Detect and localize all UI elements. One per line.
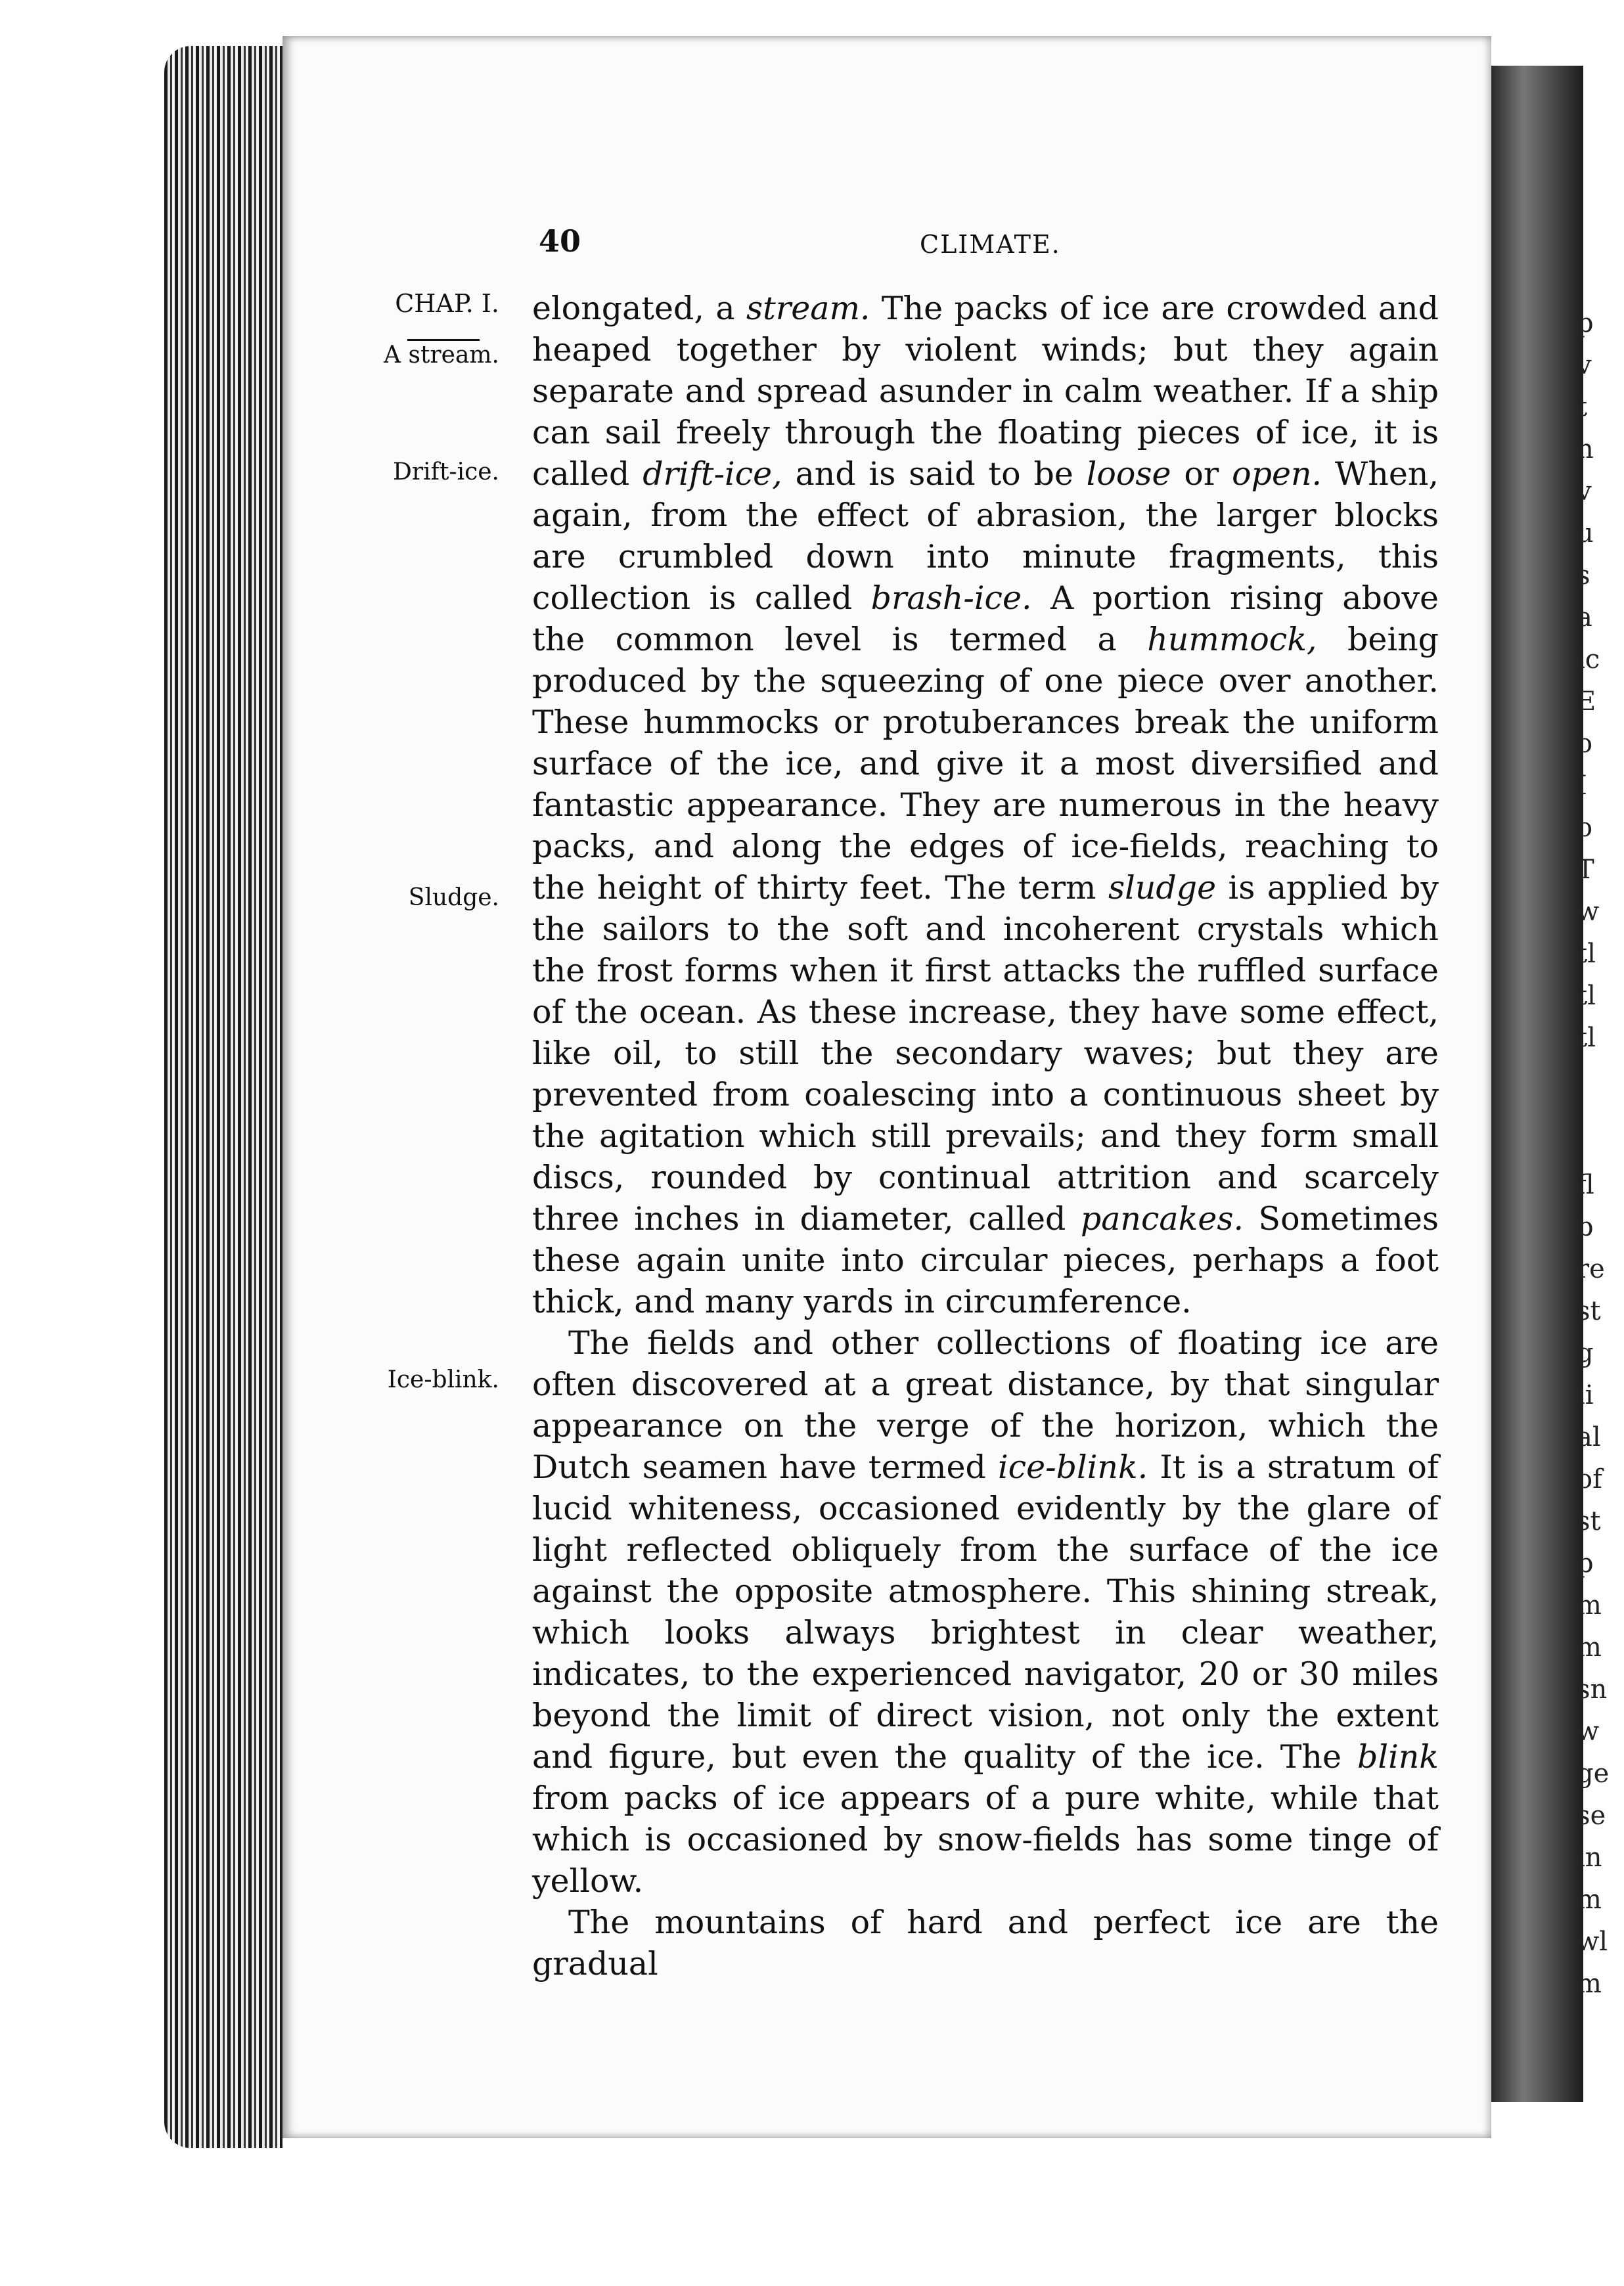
adjacent-page-letters: st	[1577, 1506, 1601, 1536]
adjacent-page-letters: p	[1577, 308, 1594, 338]
adjacent-page-letters: al	[1577, 1422, 1601, 1452]
adjacent-page-letters: u	[1577, 518, 1594, 549]
adjacent-page-letters: m	[1577, 1969, 1602, 1999]
adjacent-page-letters: m	[1577, 1590, 1602, 1621]
italic-term: pancakes.	[1080, 1200, 1244, 1238]
paragraph	[532, 1322, 1439, 1902]
margin-note-sludge: Sludge.	[408, 884, 499, 911]
italic-term: brash-ice.	[870, 579, 1032, 617]
margin-note-stream: A stream.	[384, 342, 499, 369]
italic-term: ice-blink.	[998, 1448, 1148, 1486]
adjacent-page-letters: re	[1577, 1254, 1605, 1284]
adjacent-page-letters: I	[1577, 771, 1587, 801]
text-run: Sometimes these again unite into circular pieces, perhaps a foot thick, and many yards in circumference.	[532, 1200, 1439, 1320]
running-head: CLIMATE.	[920, 230, 1061, 259]
page-number: 40	[539, 223, 581, 259]
paragraph	[532, 1902, 1439, 1984]
adjacent-page-letters: of	[1577, 1464, 1602, 1494]
italic-term: open.	[1232, 455, 1322, 493]
italic-term: sludge	[1108, 869, 1217, 907]
paragraph	[532, 288, 1439, 1322]
adjacent-page-letters: w	[1577, 1716, 1600, 1747]
text-run: A portion rising above the common level is termed a	[532, 579, 1439, 658]
adjacent-page-letters: se	[1577, 1801, 1606, 1831]
page-header	[539, 223, 1445, 269]
adjacent-page-fragment	[1577, 105, 1624, 2063]
text-run: The packs of ice are crowded and heaped together by violent winds; but they again separate and spread asunder in calm weather. If a ship can sail freely through the floating pieces of ice, it is called	[532, 290, 1439, 493]
italic-term: stream.	[746, 290, 870, 327]
text-run: is applied by the sailors to the soft and incoherent crystals which the frost forms when it first attacks the ruffled surface of the ocean. As these increase, they have some effect, like oil, to still the secondary waves; but they are prevented from coalescing into a continuous sheet by the agitation which still prevails; and they form small discs, rounded by continual attrition and scarcely three inches in diameter, called	[532, 869, 1439, 1238]
margin-note-divider	[407, 339, 480, 341]
adjacent-page-letters: o	[1577, 813, 1593, 843]
italic-term: hummock,	[1147, 621, 1317, 658]
adjacent-page-letters: p	[1577, 1548, 1594, 1579]
adjacent-page-letters: v	[1577, 476, 1592, 506]
text-run: When, again, from the effect of abrasion, the larger blocks are crumbled down into minute fragments, this collection is called	[532, 455, 1439, 617]
margin-note-drift-ice: Drift-ice.	[393, 459, 499, 485]
adjacent-page-letters: m	[1577, 1885, 1602, 1915]
adjacent-page-letters: ic	[1577, 644, 1600, 675]
adjacent-page-letters: s	[1577, 560, 1590, 591]
book-gutter	[1491, 66, 1583, 2102]
adjacent-page-letters: wl	[1577, 1927, 1608, 1957]
adjacent-page-letters: w	[1577, 897, 1600, 927]
italic-term: drift-ice,	[643, 455, 782, 493]
body-text	[532, 288, 1439, 1984]
adjacent-page-letters: t	[1577, 392, 1588, 422]
text-run: and is said to be	[782, 455, 1087, 493]
adjacent-page-letters: a	[1577, 602, 1592, 633]
adjacent-page-letters: in	[1577, 1843, 1602, 1873]
adjacent-page-letters: o	[1577, 728, 1593, 759]
text-run: It is a stratum of lucid whiteness, occasioned evidently by the glare of light reflected obliquely from the surface of the ice against the opposite atmosphere. This shining streak, which looks always brightest in clear weather, indicates, to the experienced navigator, 20 or 30 miles beyond the limit of direct vision, not only the extent and figure, but even the quality of the ice. The	[532, 1448, 1439, 1776]
text-run: The fields and other collections of floating ice are often discovered at a great distance, by that singular appearance on the verge of the horizon, which the Dutch seamen have termed	[532, 1324, 1439, 1486]
adjacent-page-letters	[1577, 1059, 1624, 1164]
book-page-edges	[164, 46, 282, 2148]
adjacent-page-letters: ge	[1577, 1759, 1610, 1789]
adjacent-page-letters: g	[1577, 1338, 1594, 1368]
adjacent-page-letters: fl	[1577, 1170, 1594, 1200]
adjacent-page-letters: li	[1577, 1380, 1594, 1410]
adjacent-page-letters: n	[1577, 434, 1594, 464]
italic-term: blink	[1357, 1738, 1439, 1776]
text-run: being produced by the squeezing of one piece over another. These hummocks or protuberances break the uniform surface of the ice, and give it a most diversified and fantastic appearance. They are numerous in the heavy packs, and along the edges of ice-fields, reaching to the height of thirty feet. The term	[532, 621, 1439, 907]
adjacent-page-letters: tl	[1577, 1023, 1596, 1053]
text-run: The mountains of hard and perfect ice are the gradual	[532, 1904, 1439, 1983]
adjacent-page-letters: v	[1577, 350, 1592, 380]
adjacent-page-letters: tl	[1577, 981, 1596, 1011]
adjacent-page-letters: tl	[1577, 939, 1596, 969]
adjacent-page-letters: st	[1577, 1296, 1601, 1326]
text-run: or	[1171, 455, 1232, 493]
adjacent-page-letters: m	[1577, 1632, 1602, 1663]
adjacent-page-letters: T	[1577, 855, 1594, 885]
adjacent-page-letters: sn	[1577, 1674, 1608, 1705]
adjacent-page-letters: E	[1577, 686, 1596, 717]
margin-note-chapter: CHAP. I.	[395, 289, 499, 318]
text-run: from packs of ice appears of a pure white, while that which is occasioned by snow-fields has some tinge of yellow.	[532, 1780, 1439, 1900]
italic-term: loose	[1086, 455, 1171, 493]
text-run: elongated, a	[532, 290, 746, 327]
margin-note-ice-blink: Ice-blink.	[387, 1366, 499, 1393]
adjacent-page-letters: b	[1577, 1212, 1594, 1242]
